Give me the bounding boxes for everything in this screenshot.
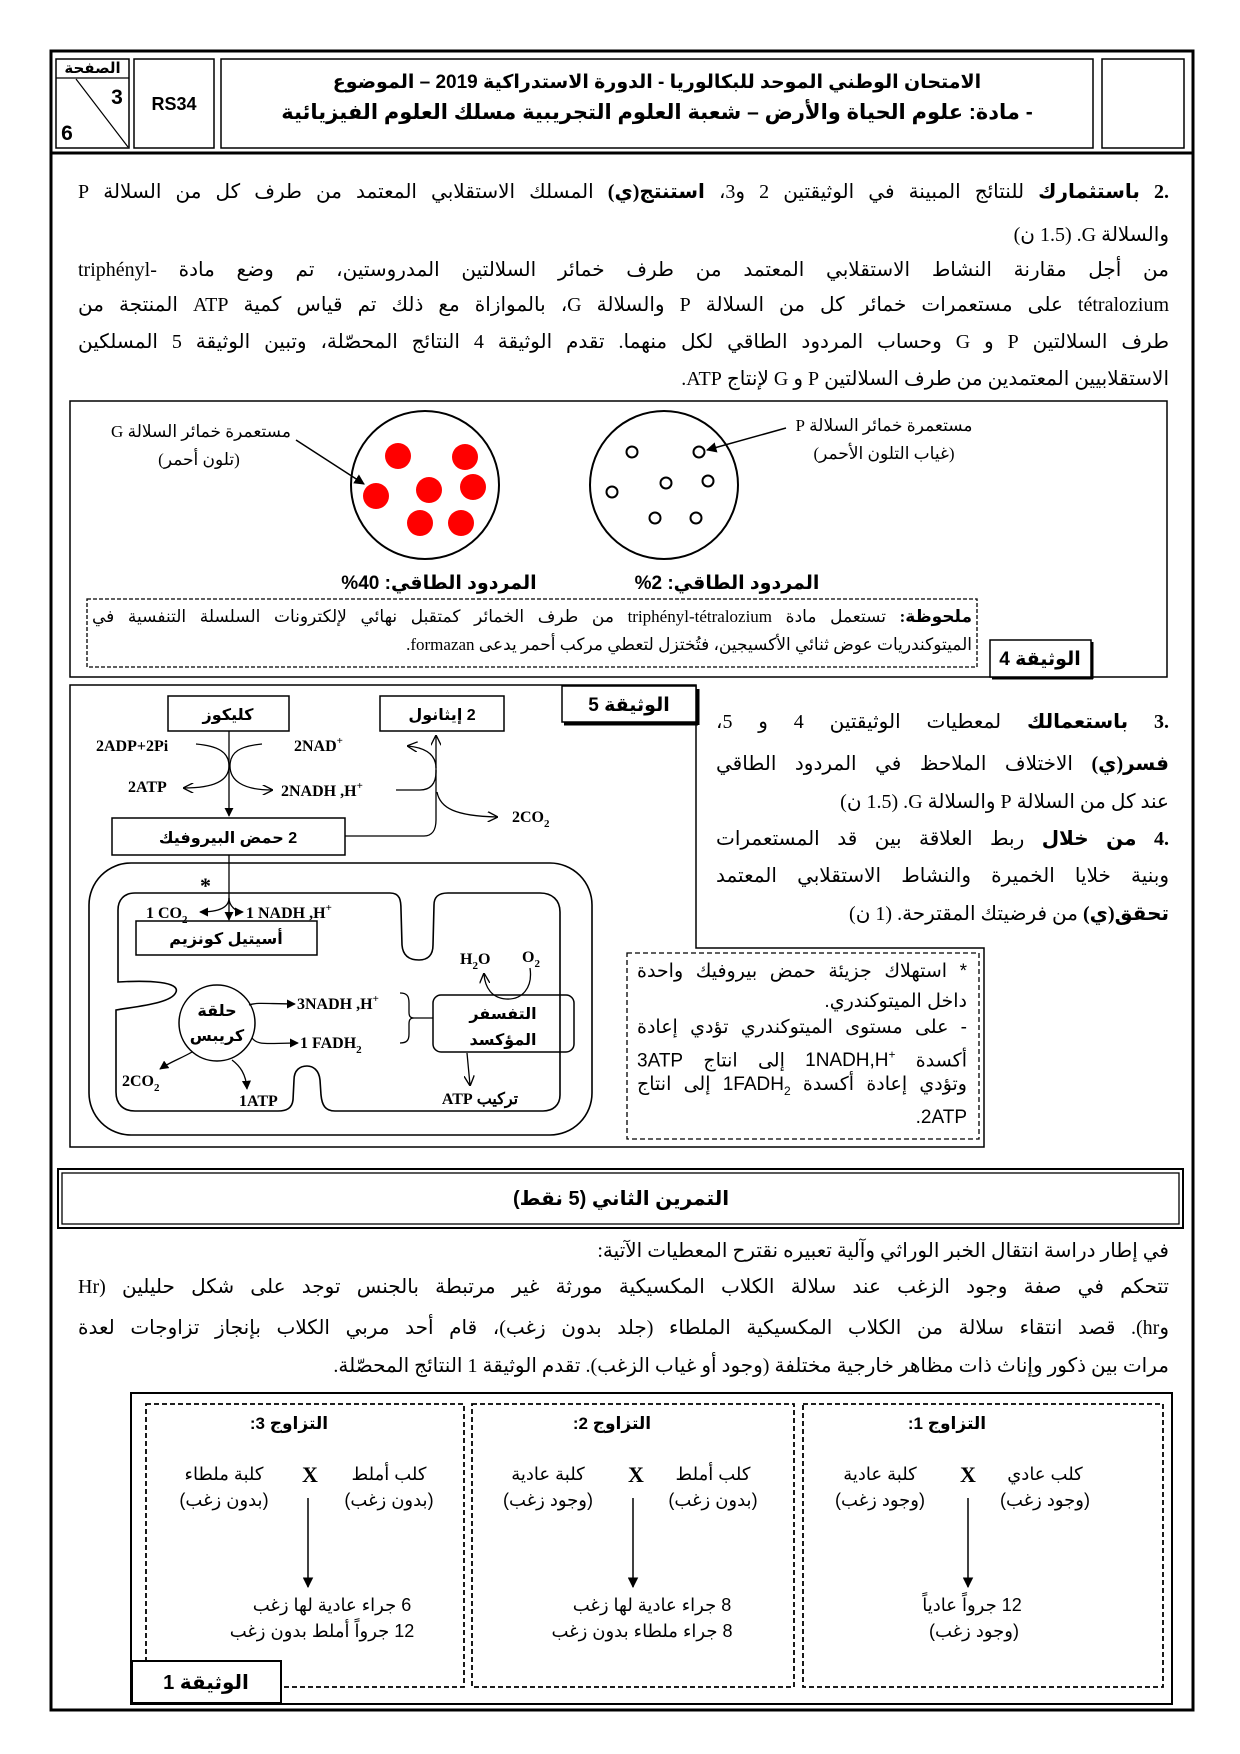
krebs-atp-label: 1ATP <box>239 1093 278 1110</box>
male-phenotype: (بدون زغب) <box>668 1490 758 1510</box>
female-parent: كلبة عادية <box>843 1464 917 1484</box>
intro-line-2: tétralozium على مستعمرات خمائر كل من السلالة P والسلالة G، بالموازاة مع ذلك تم قياس كمية ATP المنتجة من <box>78 294 1169 316</box>
question-text: للنتائج المبينة في الوثيقتين 2 و3، <box>704 181 1039 203</box>
question-4-line-3 <box>716 896 1169 932</box>
doc5-footnote-line-5 <box>637 1071 967 1099</box>
instruction-verb: من خلال <box>1041 828 1137 850</box>
atp-glycolysis-label: 2ATP <box>128 779 167 796</box>
cross-1 <box>803 1404 1163 1687</box>
colony-p-arrow <box>707 428 786 450</box>
doc4-note-line-2: الميتوكندريات عوض ثنائي الأكسيجين، فتُختزل لتعطي مركب أحمر يدعى formazan. <box>406 635 972 654</box>
co2-fermentation-label: $2CO_2$ <box>512 809 550 830</box>
offspring-line: 8 جراء عادية لها زغب <box>572 1595 732 1615</box>
exercise2-line-3: وhr). قصد انتقاء سلالة من الكلاب المكسيكية الملطاء (جلد بدون زغب)، قام أحد مربي الكلاب بإنجاز تزاوجات لعدة <box>78 1317 1169 1339</box>
krebs-label-2: كريبس <box>189 1028 245 1045</box>
question-2-line-2: والسلالة G. (1.5 ن) <box>1013 224 1169 246</box>
oxygen-label: $O_2$ <box>522 949 540 970</box>
female-phenotype: (وجود زغب) <box>835 1490 925 1510</box>
glucose-label: كليكوز <box>202 707 254 724</box>
question-number: 4. <box>1154 828 1169 850</box>
acetyl-coa-label: أسيتيل كونزيم <box>169 931 283 948</box>
footnote-text: أكسدة <box>895 1050 967 1072</box>
question-text: لمعطيات الوثيقتين 4 و 5، <box>716 711 1027 733</box>
krebs-nadh-arrow <box>249 1003 295 1005</box>
doc5-footnote-line-6: 2ATP. <box>915 1107 967 1128</box>
question-text: المسلك الاستقلابي المعتمد من طرف كل من السلالة P <box>78 181 608 203</box>
male-parent: كلب أملط <box>351 1464 427 1484</box>
male-parent: كلب عادي <box>1007 1464 1083 1484</box>
cross-title: التزاوج 2: <box>572 1414 652 1433</box>
chemical-formula: 1NADH,H+ <box>805 1048 896 1072</box>
krebs-label-1: حلقة <box>197 1003 237 1020</box>
male-parent: كلب أملط <box>675 1464 751 1484</box>
instruction-verb: تحقق(ي) <box>1083 903 1169 925</box>
female-parent: كلبة ملطاء <box>184 1464 264 1484</box>
krebs-atp-arrow <box>232 1060 247 1089</box>
page-label: الصفحة <box>64 60 121 77</box>
female-phenotype: (وجود زغب) <box>503 1490 593 1510</box>
cross-title: التزاوج 3: <box>249 1414 329 1433</box>
nadh-glycolysis-label: 2NADH ,H+ <box>281 780 363 800</box>
cross-title: التزاوج 1: <box>907 1414 987 1433</box>
doc5-footnote-line-1: * استهلاك جزيئة حمض بيروفيك واحدة <box>637 961 967 982</box>
exam-title-line1: الامتحان الوطني الموحد للبكالوريا - الدورة الاستدراكية 2019 – الموضوع <box>332 72 982 93</box>
link-nadh-label: 1 NADH ,H+ <box>246 902 332 922</box>
krebs-fadh2-label: 1 $FADH_2$ <box>300 1035 362 1056</box>
pyruvate-label: 2 حمض البيروفيك <box>158 830 298 847</box>
doc5-footnote-line-2: داخل الميتوكندري. <box>824 991 967 1012</box>
colony-g-label: مستعمرة خمائر السلالة G <box>111 422 291 441</box>
exercise2-line-2: تتحكم في صفة وجود الزغب عند سلالة الكلاب المكسيكية مورثة غير مرتبطة بالجنس توجد على شكل حليلين (Hr <box>78 1276 1169 1298</box>
question-text: من فرضيتك المقترحة. (1 ن) <box>849 903 1083 925</box>
link-nadh-arrow <box>229 898 243 912</box>
krebs-cycle-circle <box>179 985 255 1061</box>
intro-text: من أجل مقارنة النشاط الاستقلابي المعتمد من طرف خمائر السلالتين المدروستين، تم وضع مادة <box>156 259 1169 281</box>
krebs-nadh-label: 3NADH ,H+ <box>297 993 379 1013</box>
question-4-line-2: وبنية خلايا الخميرة والنشاط الاستقلابي المعتمد <box>716 865 1169 887</box>
page-current: 3 <box>111 86 123 109</box>
question-text: الاختلاف الملاحظ في المردود الطاقي <box>716 753 1092 775</box>
empty-cell <box>1102 59 1184 148</box>
krebs-co2-arrow <box>160 1052 192 1069</box>
cross-symbol: X <box>960 1462 976 1487</box>
instruction-verb: باستعمالك <box>1026 711 1129 733</box>
colony-g-yield: المردود الطاقي: 40% <box>341 573 537 594</box>
doc4-label: الوثيقة 4 <box>999 649 1081 670</box>
male-phenotype: (بدون زغب) <box>344 1490 434 1510</box>
exercise2-line-1: في إطار دراسة انتقال الخبر الوراثي وآلية تعبيره نقترح المعطيات الآتية: <box>597 1240 1169 1262</box>
note-text: تستعمل مادة triphényl-tétralozium من طرف الخمائر كمتقبل نهائي لإلكترونات السلسلة التنفسية في <box>92 607 900 626</box>
doc5-label: الوثيقة 5 <box>588 695 670 716</box>
electron-carriers-brace <box>400 993 414 1043</box>
nad-regeneration-arrow <box>408 746 436 768</box>
question-3-line-1 <box>716 704 1169 740</box>
colony-p-white-dots <box>607 447 714 524</box>
female-phenotype: (بدون زغب) <box>179 1490 269 1510</box>
colony-p-label: مستعمرة خمائر السلالة P <box>795 416 973 435</box>
chemical-formula: $1FADH_2$ <box>722 1074 791 1098</box>
female-parent: كلبة عادية <box>511 1464 585 1484</box>
link-co2-arrow <box>200 898 229 912</box>
page-total: 6 <box>61 122 73 145</box>
water-label: $H_2O$ <box>460 951 491 972</box>
doc5-footnote-line-4 <box>637 1041 967 1072</box>
intro-line-3: طرف السلالتين P و G وحساب المردود الطاقي لكل منهما. تقدم الوثيقة 4 النتائج المحصّلة، وتبين الوثيقة 5 المسلكين <box>78 331 1170 353</box>
doc4-note-line-1 <box>92 604 972 630</box>
exam-title-line2: - مادة: علوم الحياة والأرض – شعبة العلوم التجريبية مسلك العلوم الفيزيائية <box>281 101 1033 124</box>
colony-g-red-dots <box>363 443 486 536</box>
exercise2-title: التمرين الثاني (5 نقط) <box>512 1188 730 1210</box>
footnote-star-marker: * <box>200 873 211 898</box>
male-phenotype: (وجود زغب) <box>1000 1490 1090 1510</box>
krebs-co2-label: $2CO_2$ <box>122 1073 160 1094</box>
question-number: 2. <box>1153 181 1169 203</box>
footnote-text: وتؤدي إعادة أكسدة <box>790 1074 967 1095</box>
footnote-text: إلى انتاج <box>637 1074 723 1095</box>
link-co2-label: 1 $CO_2$ <box>146 905 188 926</box>
question-2-line-1 <box>78 174 1169 210</box>
exercise2-line-4: مرات بين ذكور وإناث ذات مظاهر خارجية مختلفة (وجود أو غياب الزغب). تقدم الوثيقة 1 النتائج المحصّلة. <box>333 1355 1169 1377</box>
doc5-footnote-line-3: - على مستوى الميتوكندري تؤدي إعادة <box>637 1017 967 1038</box>
cross-symbol: X <box>302 1462 318 1487</box>
question-3-line-3: عند كل من السلالة P والسلالة G. (1.5 ن) <box>840 791 1169 813</box>
cross-3 <box>146 1404 464 1687</box>
offspring-line: 12 جرواً عادياً <box>922 1595 1022 1615</box>
krebs-fadh2-arrow <box>252 1038 298 1044</box>
exam-code: RS34 <box>151 94 197 114</box>
cross-2 <box>472 1404 794 1687</box>
instruction-verb: استنتج(ي) <box>607 181 705 203</box>
colony-p-note: (غياب التلون الأحمر) <box>813 444 955 463</box>
question-3-line-2 <box>716 746 1169 782</box>
offspring-line: 6 جراء عادية لها زغب <box>252 1595 412 1615</box>
doc1-frame <box>131 1393 1172 1704</box>
intro-line-1 <box>78 252 1169 288</box>
question-4-line-1 <box>716 821 1169 857</box>
colony-g-note: (تلون أحمر) <box>158 450 240 469</box>
offspring-line: 8 جراء ملطاء بدون زغب <box>551 1621 733 1641</box>
adp-to-atp-arrow <box>184 744 229 788</box>
doc1-label: الوثيقة 1 <box>163 1672 249 1694</box>
offspring-line: (وجود زغب) <box>929 1621 1019 1641</box>
fermentation-co2-arrow <box>437 792 497 817</box>
question-number: 3. <box>1154 711 1169 733</box>
adp-label: 2ADP+2Pi <box>96 738 169 755</box>
chemical-term: triphényl- <box>78 259 157 281</box>
instruction-verb: فسر(ي) <box>1091 753 1169 775</box>
atp-synthesis-label: تركيب ATP <box>441 1091 519 1108</box>
colony-p-yield: المردود الطاقي: 2% <box>634 573 820 594</box>
ethanol-label: 2 إيثانول <box>408 707 476 724</box>
intro-line-4: الاستقلابيين المعتمدين من طرف السلالتين P و G لإنتاج ATP. <box>681 368 1169 390</box>
footnote-text: إلى انتاج 3ATP <box>637 1050 806 1072</box>
offspring-line: 12 جرواً أملط بدون زغب <box>229 1621 415 1641</box>
oxphos-label-2: المؤكسد <box>469 1032 537 1049</box>
nad-to-nadh-arrow <box>230 744 272 790</box>
note-title: ملحوظة: <box>899 607 972 626</box>
instruction-verb: باستثمارك <box>1038 181 1140 203</box>
nadh-to-ethanol-arrow <box>396 736 436 790</box>
question-text: ربط العلاقة بين قد المستعمرات <box>716 828 1042 850</box>
atp-synthesis-arrow <box>467 1053 470 1085</box>
oxphos-label-1: التفسفر <box>469 1006 537 1023</box>
nad-label: 2NAD+ <box>294 735 343 755</box>
cross-symbol: X <box>628 1462 644 1487</box>
